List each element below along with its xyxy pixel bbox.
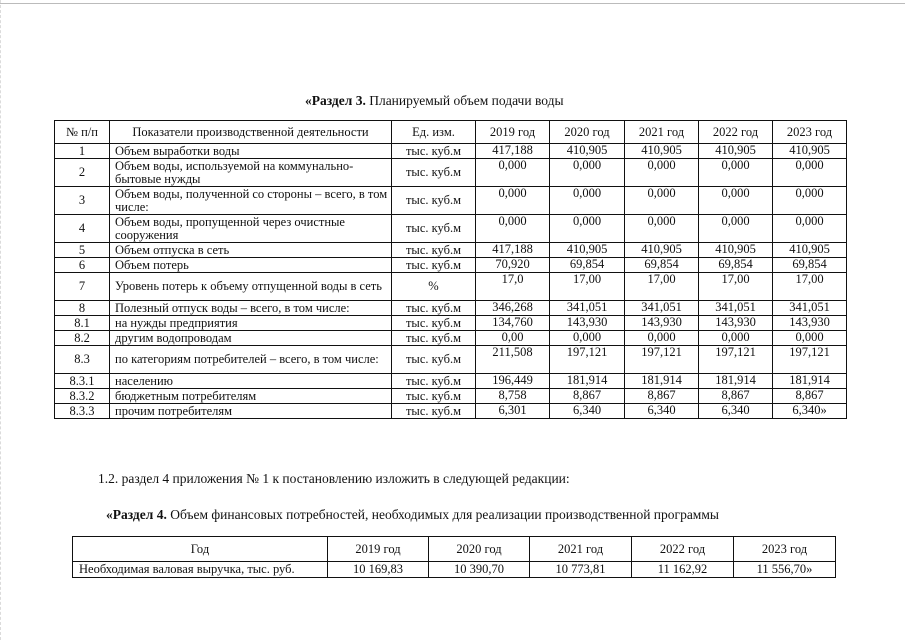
table-row bbox=[55, 389, 847, 404]
year-cell: 2019 год bbox=[328, 537, 429, 562]
revenue-value: 10 773,81 bbox=[530, 562, 632, 578]
year-cell: 2023 год bbox=[734, 537, 836, 562]
row-unit: тыс. куб.м bbox=[392, 144, 476, 159]
row-number: 8.3 bbox=[55, 346, 110, 374]
row-value: 69,854 bbox=[625, 258, 699, 273]
row-unit: тыс. куб.м bbox=[392, 159, 476, 187]
table-body bbox=[55, 144, 847, 419]
revenue-value: 10 390,70 bbox=[429, 562, 530, 578]
row-value: 0,000 bbox=[625, 187, 699, 215]
row-value: 0,000 bbox=[773, 187, 847, 215]
row-value: 346,268 bbox=[476, 301, 550, 316]
row-number: 1 bbox=[55, 144, 110, 159]
row-unit: тыс. куб.м bbox=[392, 187, 476, 215]
row-value: 197,121 bbox=[625, 346, 699, 374]
revenue-value: 11 162,92 bbox=[632, 562, 734, 578]
row-value: 0,000 bbox=[476, 159, 550, 187]
row-value: 197,121 bbox=[550, 346, 625, 374]
row-number: 8.2 bbox=[55, 331, 110, 346]
row-value: 69,854 bbox=[773, 258, 847, 273]
row-value: 0,000 bbox=[550, 187, 625, 215]
row-number: 4 bbox=[55, 215, 110, 243]
page-top-rule bbox=[0, 3, 905, 4]
row-value: 134,760 bbox=[476, 316, 550, 331]
amendment-paragraph: 1.2. раздел 4 приложения № 1 к постановлению изложить в следующей редакции: bbox=[98, 471, 570, 486]
row-indicator: Уровень потерь к объему отпущенной воды в сеть bbox=[110, 273, 392, 301]
table-row bbox=[55, 215, 847, 243]
row-indicator: Полезный отпуск воды – всего, в том числе: bbox=[110, 301, 392, 316]
row-number: 7 bbox=[55, 273, 110, 301]
row-value: 8,867 bbox=[699, 389, 773, 404]
row-indicator: на нужды предприятия bbox=[110, 316, 392, 331]
row-value: 181,914 bbox=[550, 374, 625, 389]
revenue-value: 10 169,83 bbox=[328, 562, 429, 578]
section-3-heading bbox=[305, 93, 564, 109]
row-value: 341,051 bbox=[625, 301, 699, 316]
row-value: 410,905 bbox=[625, 243, 699, 258]
table-row bbox=[55, 374, 847, 389]
row-value: 181,914 bbox=[699, 374, 773, 389]
row-value: 417,188 bbox=[476, 144, 550, 159]
table-row bbox=[55, 404, 847, 419]
row-value: 17,00 bbox=[773, 273, 847, 301]
row-unit: тыс. куб.м bbox=[392, 215, 476, 243]
row-value: 8,867 bbox=[550, 389, 625, 404]
financial-needs-table bbox=[72, 536, 836, 578]
row-number: 8.3.3 bbox=[55, 404, 110, 419]
revenue-row bbox=[73, 562, 836, 578]
row-value: 143,930 bbox=[625, 316, 699, 331]
table-row bbox=[55, 346, 847, 374]
table-row bbox=[55, 187, 847, 215]
row-unit: тыс. куб.м bbox=[392, 331, 476, 346]
row-number: 8 bbox=[55, 301, 110, 316]
year-header-row bbox=[73, 537, 836, 562]
row-value: 0,000 bbox=[550, 331, 625, 346]
row-indicator: Объем потерь bbox=[110, 258, 392, 273]
section-4-heading-text: Объем финансовых потребностей, необходимых для реализации производственной программы bbox=[166, 507, 719, 522]
row-indicator: населению bbox=[110, 374, 392, 389]
row-value: 8,758 bbox=[476, 389, 550, 404]
row-value: 143,930 bbox=[550, 316, 625, 331]
row-indicator: прочим потребителям bbox=[110, 404, 392, 419]
table-row bbox=[55, 331, 847, 346]
row-indicator: бюджетным потребителям bbox=[110, 389, 392, 404]
row-value: 197,121 bbox=[699, 346, 773, 374]
revenue-value: 11 556,70» bbox=[734, 562, 836, 578]
row-indicator: Объем воды, используемой на коммунально-бытовые нужды bbox=[110, 159, 392, 187]
row-indicator: Объем выработки воды bbox=[110, 144, 392, 159]
header-2020: 2020 год bbox=[550, 121, 625, 144]
row-indicator: Объем воды, пропущенной через очистные сооружения bbox=[110, 215, 392, 243]
row-value: 0,000 bbox=[625, 331, 699, 346]
row-number: 3 bbox=[55, 187, 110, 215]
row-value: 0,000 bbox=[476, 187, 550, 215]
row-indicator: Объем отпуска в сеть bbox=[110, 243, 392, 258]
section-3-heading-text: Планируемый объем подачи воды bbox=[365, 93, 564, 108]
row-value: 6,340 bbox=[699, 404, 773, 419]
row-value: 341,051 bbox=[550, 301, 625, 316]
row-value: 197,121 bbox=[773, 346, 847, 374]
row-value: 410,905 bbox=[550, 243, 625, 258]
row-value: 341,051 bbox=[773, 301, 847, 316]
header-2021: 2021 год bbox=[625, 121, 699, 144]
row-unit: тыс. куб.м bbox=[392, 258, 476, 273]
year-cell: 2020 год bbox=[429, 537, 530, 562]
table-row bbox=[55, 316, 847, 331]
table-row bbox=[55, 243, 847, 258]
row-unit: % bbox=[392, 273, 476, 301]
row-value: 211,508 bbox=[476, 346, 550, 374]
year-cell: 2022 год bbox=[632, 537, 734, 562]
row-value: 8,867 bbox=[625, 389, 699, 404]
row-value: 143,930 bbox=[773, 316, 847, 331]
row-value: 0,000 bbox=[699, 331, 773, 346]
revenue-label: Необходимая валовая выручка, тыс. руб. bbox=[73, 562, 328, 578]
section-4-heading-bold: «Раздел 4. bbox=[106, 507, 167, 522]
row-value: 6,340 bbox=[550, 404, 625, 419]
row-number: 8.3.2 bbox=[55, 389, 110, 404]
header-unit: Ед. изм. bbox=[392, 121, 476, 144]
row-unit: тыс. куб.м bbox=[392, 374, 476, 389]
year-cell: 2021 год bbox=[530, 537, 632, 562]
row-value: 196,449 bbox=[476, 374, 550, 389]
section-3-heading-bold: «Раздел 3. bbox=[305, 93, 366, 108]
row-value: 6,340» bbox=[773, 404, 847, 419]
row-value: 0,000 bbox=[550, 215, 625, 243]
row-value: 0,000 bbox=[699, 187, 773, 215]
row-number: 2 bbox=[55, 159, 110, 187]
row-value: 8,867 bbox=[773, 389, 847, 404]
row-value: 410,905 bbox=[550, 144, 625, 159]
row-value: 341,051 bbox=[699, 301, 773, 316]
row-value: 0,000 bbox=[773, 215, 847, 243]
row-value: 0,000 bbox=[773, 331, 847, 346]
row-indicator: по категориям потребителей – всего, в том числе: bbox=[110, 346, 392, 374]
row-value: 69,854 bbox=[550, 258, 625, 273]
table-row bbox=[55, 273, 847, 301]
row-value: 410,905 bbox=[699, 243, 773, 258]
row-value: 410,905 bbox=[773, 243, 847, 258]
row-value: 0,000 bbox=[699, 215, 773, 243]
row-value: 0,000 bbox=[773, 159, 847, 187]
table-row bbox=[55, 258, 847, 273]
row-value: 17,00 bbox=[625, 273, 699, 301]
row-indicator: Объем воды, полученной со стороны – всего, в том числе: bbox=[110, 187, 392, 215]
row-value: 410,905 bbox=[773, 144, 847, 159]
row-indicator: другим водопроводам bbox=[110, 331, 392, 346]
row-value: 181,914 bbox=[773, 374, 847, 389]
row-number: 6 bbox=[55, 258, 110, 273]
header-2023: 2023 год bbox=[773, 121, 847, 144]
row-unit: тыс. куб.м bbox=[392, 316, 476, 331]
row-value: 17,00 bbox=[550, 273, 625, 301]
row-value: 143,930 bbox=[699, 316, 773, 331]
section-4-heading bbox=[106, 507, 719, 523]
header-indicator: Показатели производственной деятельности bbox=[110, 121, 392, 144]
row-value: 0,00 bbox=[476, 331, 550, 346]
row-value: 0,000 bbox=[625, 215, 699, 243]
header-num: № п/п bbox=[55, 121, 110, 144]
row-value: 0,000 bbox=[550, 159, 625, 187]
scan-edge bbox=[0, 0, 11, 640]
row-value: 410,905 bbox=[699, 144, 773, 159]
row-unit: тыс. куб.м bbox=[392, 404, 476, 419]
row-unit: тыс. куб.м bbox=[392, 301, 476, 316]
year-header-label: Год bbox=[73, 537, 328, 562]
row-value: 0,000 bbox=[699, 159, 773, 187]
water-supply-table bbox=[54, 120, 847, 419]
table-row bbox=[55, 301, 847, 316]
row-unit: тыс. куб.м bbox=[392, 243, 476, 258]
table-row bbox=[55, 159, 847, 187]
row-value: 6,340 bbox=[625, 404, 699, 419]
row-unit: тыс. куб.м bbox=[392, 389, 476, 404]
row-value: 17,00 bbox=[699, 273, 773, 301]
row-value: 417,188 bbox=[476, 243, 550, 258]
row-number: 5 bbox=[55, 243, 110, 258]
row-value: 410,905 bbox=[625, 144, 699, 159]
row-value: 0,000 bbox=[625, 159, 699, 187]
row-value: 6,301 bbox=[476, 404, 550, 419]
header-2019: 2019 год bbox=[476, 121, 550, 144]
row-unit: тыс. куб.м bbox=[392, 346, 476, 374]
table-row bbox=[55, 144, 847, 159]
row-value: 181,914 bbox=[625, 374, 699, 389]
row-number: 8.1 bbox=[55, 316, 110, 331]
row-value: 69,854 bbox=[699, 258, 773, 273]
row-number: 8.3.1 bbox=[55, 374, 110, 389]
row-value: 70,920 bbox=[476, 258, 550, 273]
table-header-row bbox=[55, 121, 847, 144]
row-value: 0,000 bbox=[476, 215, 550, 243]
header-2022: 2022 год bbox=[699, 121, 773, 144]
row-value: 17,0 bbox=[476, 273, 550, 301]
